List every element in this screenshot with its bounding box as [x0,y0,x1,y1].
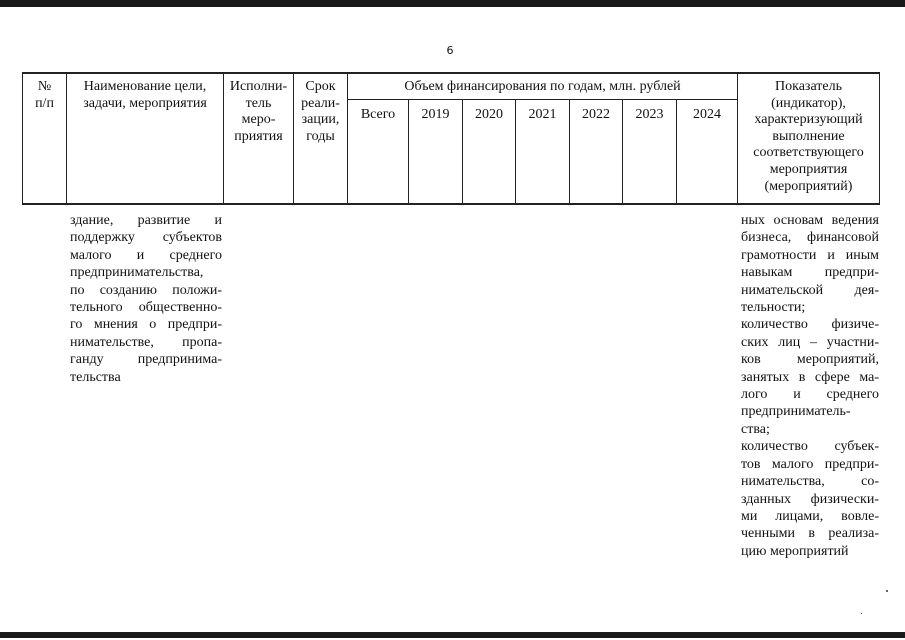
header-year-2022 [570,107,622,124]
header-year-2020 [463,107,515,124]
header-text-line: (индикатор), [771,95,846,111]
header-text-line: тель [245,95,272,111]
header-text-line: задачи, мероприятия [83,95,207,111]
header-text-line: Всего [360,107,396,122]
text-line: лого и среднего [741,387,879,403]
header-text-line: зации, [301,112,340,128]
text-line: количество физиче- [741,317,879,333]
header-text-line: Показатель [775,79,842,94]
text-line: тельного общественно- [70,300,222,316]
text-line: ков мероприятий, [741,352,879,368]
header-text-line: п/п [35,95,54,111]
scan-speck [886,590,888,592]
header-text-line: Исполни- [229,79,288,94]
indicator-description-text [741,212,879,560]
text-line: малого и среднего [70,247,222,263]
text-line: здание, развитие и [70,213,222,228]
text-line: ных основам ведения [741,213,879,228]
header-text-line: мероприятия [769,161,848,177]
text-line: зданных физически- [741,491,879,507]
header-text-line: Объем финансирования по годам, млн. рублей [404,79,681,94]
text-line: цию мероприятий [741,543,849,559]
scan-bottom-border [0,632,905,638]
header-text-line: реали- [301,95,340,111]
header-term-cell [294,79,347,145]
text-line: по созданию положи- [70,282,222,298]
text-line: тельства [70,369,121,385]
table-header [0,0,905,210]
header-total-cell [348,107,408,124]
header-executor-cell [224,79,293,145]
text-line: предпринимательства, [70,265,204,281]
header-text-line: характеризующий [754,112,863,128]
header-year-2024 [677,107,737,124]
header-text-line: 2019 [421,107,450,122]
header-text-line: № [37,79,52,94]
header-text-line: Срок [305,79,336,94]
page-number: 6 [446,44,454,57]
text-line: навыкам предпри- [741,265,879,281]
header-name-cell [67,79,223,112]
header-year-2021 [516,107,569,124]
header-text-line: Наименование цели, [83,79,207,94]
header-indicator-cell [738,79,879,195]
header-text-line: 2024 [693,107,721,122]
header-text-line: 2020 [475,107,503,122]
header-year-2023 [623,107,676,124]
header-text-line: 2021 [528,107,557,122]
text-line: нимательстве, пропа- [70,334,222,350]
header-text-line: 2022 [582,107,610,122]
text-line: ства; [741,421,770,437]
text-line: тельности; [741,300,806,316]
text-line: тов малого предпри- [741,456,879,472]
header-number-cell [23,79,66,112]
text-line: предприниматель- [741,404,851,420]
text-line: ми лицами, вовле- [741,508,879,524]
text-line: ганду предпринима- [70,352,222,368]
text-line: поддержку субъектов [70,230,222,246]
header-text-line: меро- [241,112,276,128]
header-financing-title [348,79,737,96]
text-line: занятых в сфере ма- [741,369,879,385]
text-line: количество субъек- [741,439,879,455]
header-text-line: соответствующего [753,145,864,161]
text-line: ских лиц – участни- [741,334,879,350]
header-bottom-rule [22,203,880,205]
scan-speck [861,613,862,614]
text-line: ченными в реализа- [741,526,879,542]
header-text-line: выполнение [772,128,845,144]
financing-subheader-rule [347,99,737,100]
text-line: нимательской дея- [741,282,879,298]
header-top-rule [22,72,880,74]
text-line: бизнеса, финансовой [741,230,879,246]
header-year-2019 [409,107,462,124]
header-text-line: годы [306,128,335,144]
header-text-line: (мероприятий) [764,178,853,194]
header-text-line: приятия [234,128,283,144]
text-line: го мнения о предпри- [70,317,222,333]
header-text-line: 2023 [635,107,664,122]
col-rule [879,72,880,204]
text-line: нимательства, со- [741,474,879,490]
text-line: грамотности и иным [741,247,879,263]
event-description-text [70,212,222,386]
